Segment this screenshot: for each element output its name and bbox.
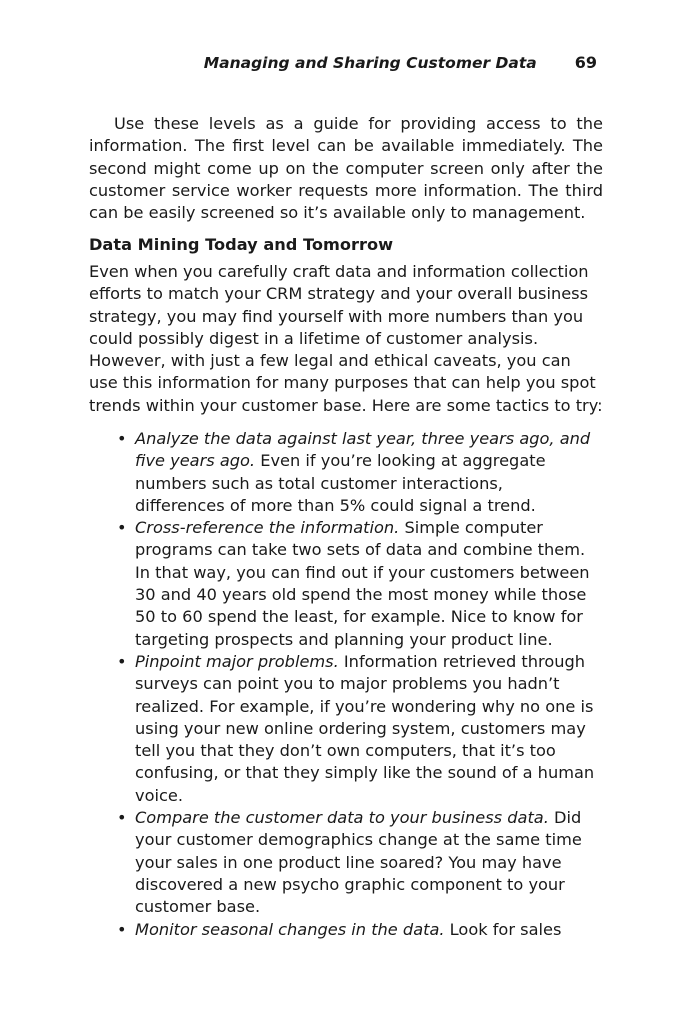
list-item [117,919,597,941]
bullet-icon: • [117,808,127,828]
running-header [0,53,597,72]
bullet-icon: • [117,518,127,538]
tactics-list [117,428,597,941]
bullet-lead: Pinpoint major problems. [135,651,339,671]
list-item [117,651,597,807]
bullet-lead: Cross-reference the information. [135,518,400,538]
bullet-text: Look for sales [444,919,562,939]
list-item [117,428,597,517]
bullet-icon: • [117,651,127,671]
page-number: 69 [574,53,597,72]
bullet-lead: Analyze the data against last year, three years ago, and five years ago. [135,429,591,471]
bullet-lead: Monitor seasonal changes in the data. [135,919,445,939]
list-item [117,517,597,651]
intro-paragraph: Use these levels as a guide for providing access to the information. The first level can be available immediately. The second might come up on the computer screen only after the customer service worker requests more information. The third can be easily screened so it’s available only to management. [89,114,603,223]
bullet-text: Even if you’re looking at aggregate numbers such as total customer interactions, differences of more than 5% could signal a trend. [135,451,546,515]
section-heading: Data Mining Today and Tomorrow [89,235,394,254]
bullet-text: Information retrieved through surveys can point you to major problems you hadn’t realized. For example, if you’re wondering why no one is using your new online ordering system, customers may tell you that they don’t own computers, that it’s too confusing, or that they simply like the sound of a human voice. [135,651,595,805]
running-header-title: Managing and Sharing Customer Data [203,54,537,72]
bullet-text: Simple computer programs can take two sets of data and combine them. In that way, you can find out if your customers between 30 and 40 years old spend the most money while those 50 to 60 spend the least, for example. Nice to know for targeting prospects and planning your product line. [135,518,590,649]
bullet-lead: Compare the customer data to your business data. [135,808,549,828]
section-paragraph: Even when you carefully craft data and information collection efforts to match your CRM strategy and your overall business strategy, you may find yourself with more numbers than you could possibly digest in a lifetime of customer analysis. However, with just a few legal and ethical caveats, you can use this information for many purposes that can help you spot trends within your customer base. Here are some tactics to try: [89,262,603,415]
bullet-text: Did your customer demographics change at the same time your sales in one product line soared? You may have discovered a new psycho graphic component to your customer base. [135,808,582,917]
bullet-icon: • [117,429,127,448]
list-item [117,807,597,918]
bullet-icon: • [117,919,127,939]
